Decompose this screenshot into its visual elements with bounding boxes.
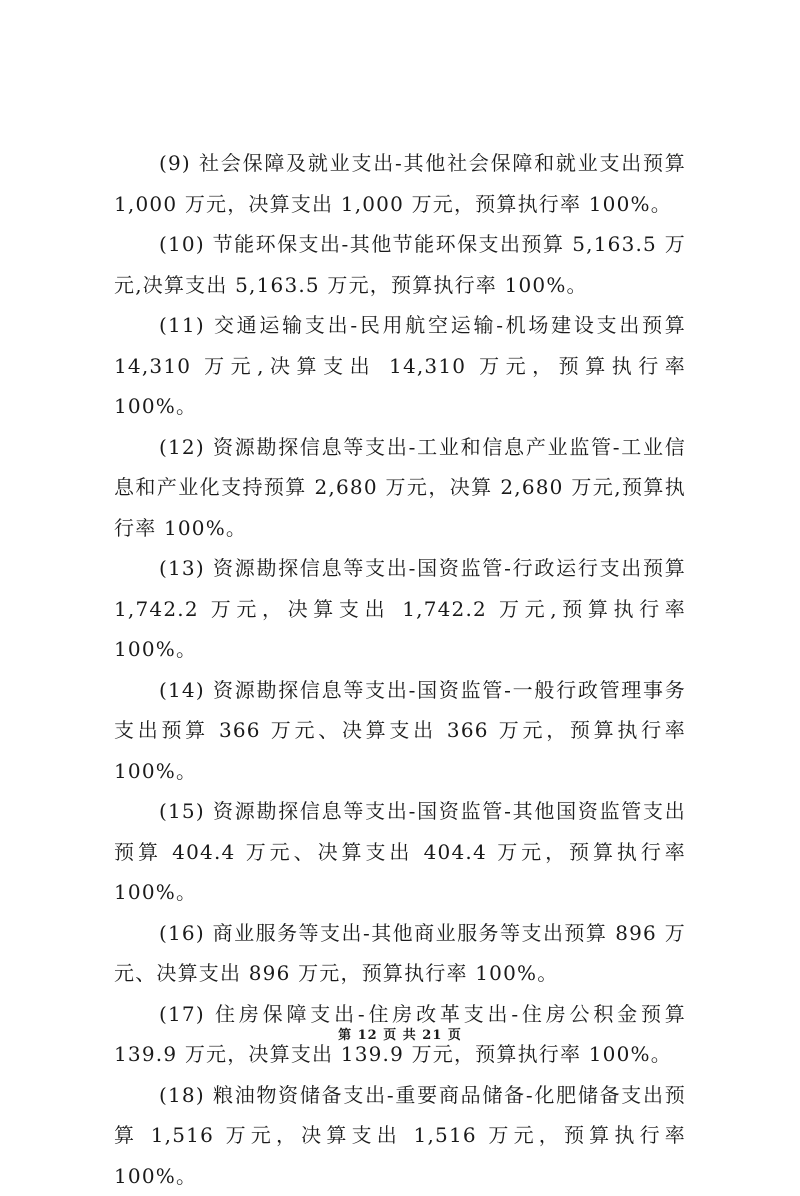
- paragraph-item-12: (12) 资源勘探信息等支出-工业和信息产业监管-工业信息和产业化支持预算 2,680 万元，决算 2,680 万元,预算执行率 100%。: [114, 427, 686, 549]
- paragraph-item-17: (17) 住房保障支出-住房改革支出-住房公积金预算 139.9 万元，决算支出 139.9 万元，预算执行率 100%。: [114, 994, 686, 1075]
- paragraph-item-16: (16) 商业服务等支出-其他商业服务等支出预算 896 万元、决算支出 896 万元，预算执行率 100%。: [114, 913, 686, 994]
- paragraph-item-14: (14) 资源勘探信息等支出-国资监管-一般行政管理事务支出预算 366 万元、决算支出 366 万元，预算执行率 100%。: [114, 670, 686, 792]
- paragraph-item-9: (9) 社会保障及就业支出-其他社会保障和就业支出预算 1,000 万元，决算支出 1,000 万元，预算执行率 100%。: [114, 143, 686, 224]
- page-number-footer: 第 12 页 共 21 页: [0, 1024, 800, 1043]
- paragraph-item-18: (18) 粮油物资储备支出-重要商品储备-化肥储备支出预算 1,516 万元，决算支出 1,516 万元，预算执行率 100%。: [114, 1075, 686, 1196]
- paragraph-item-15: (15) 资源勘探信息等支出-国资监管-其他国资监管支出预算 404.4 万元、决算支出 404.4 万元，预算执行率 100%。: [114, 791, 686, 913]
- paragraph-item-11: (11) 交通运输支出-民用航空运输-机场建设支出预算 14,310 万元,决算支出 14,310 万元，预算执行率 100%。: [114, 305, 686, 427]
- paragraph-item-13: (13) 资源勘探信息等支出-国资监管-行政运行支出预算 1,742.2 万元，决算支出 1,742.2 万元,预算执行率 100%。: [114, 548, 686, 670]
- paragraph-item-10: (10) 节能环保支出-其他节能环保支出预算 5,163.5 万元,决算支出 5,163.5 万元，预算执行率 100%。: [114, 224, 686, 305]
